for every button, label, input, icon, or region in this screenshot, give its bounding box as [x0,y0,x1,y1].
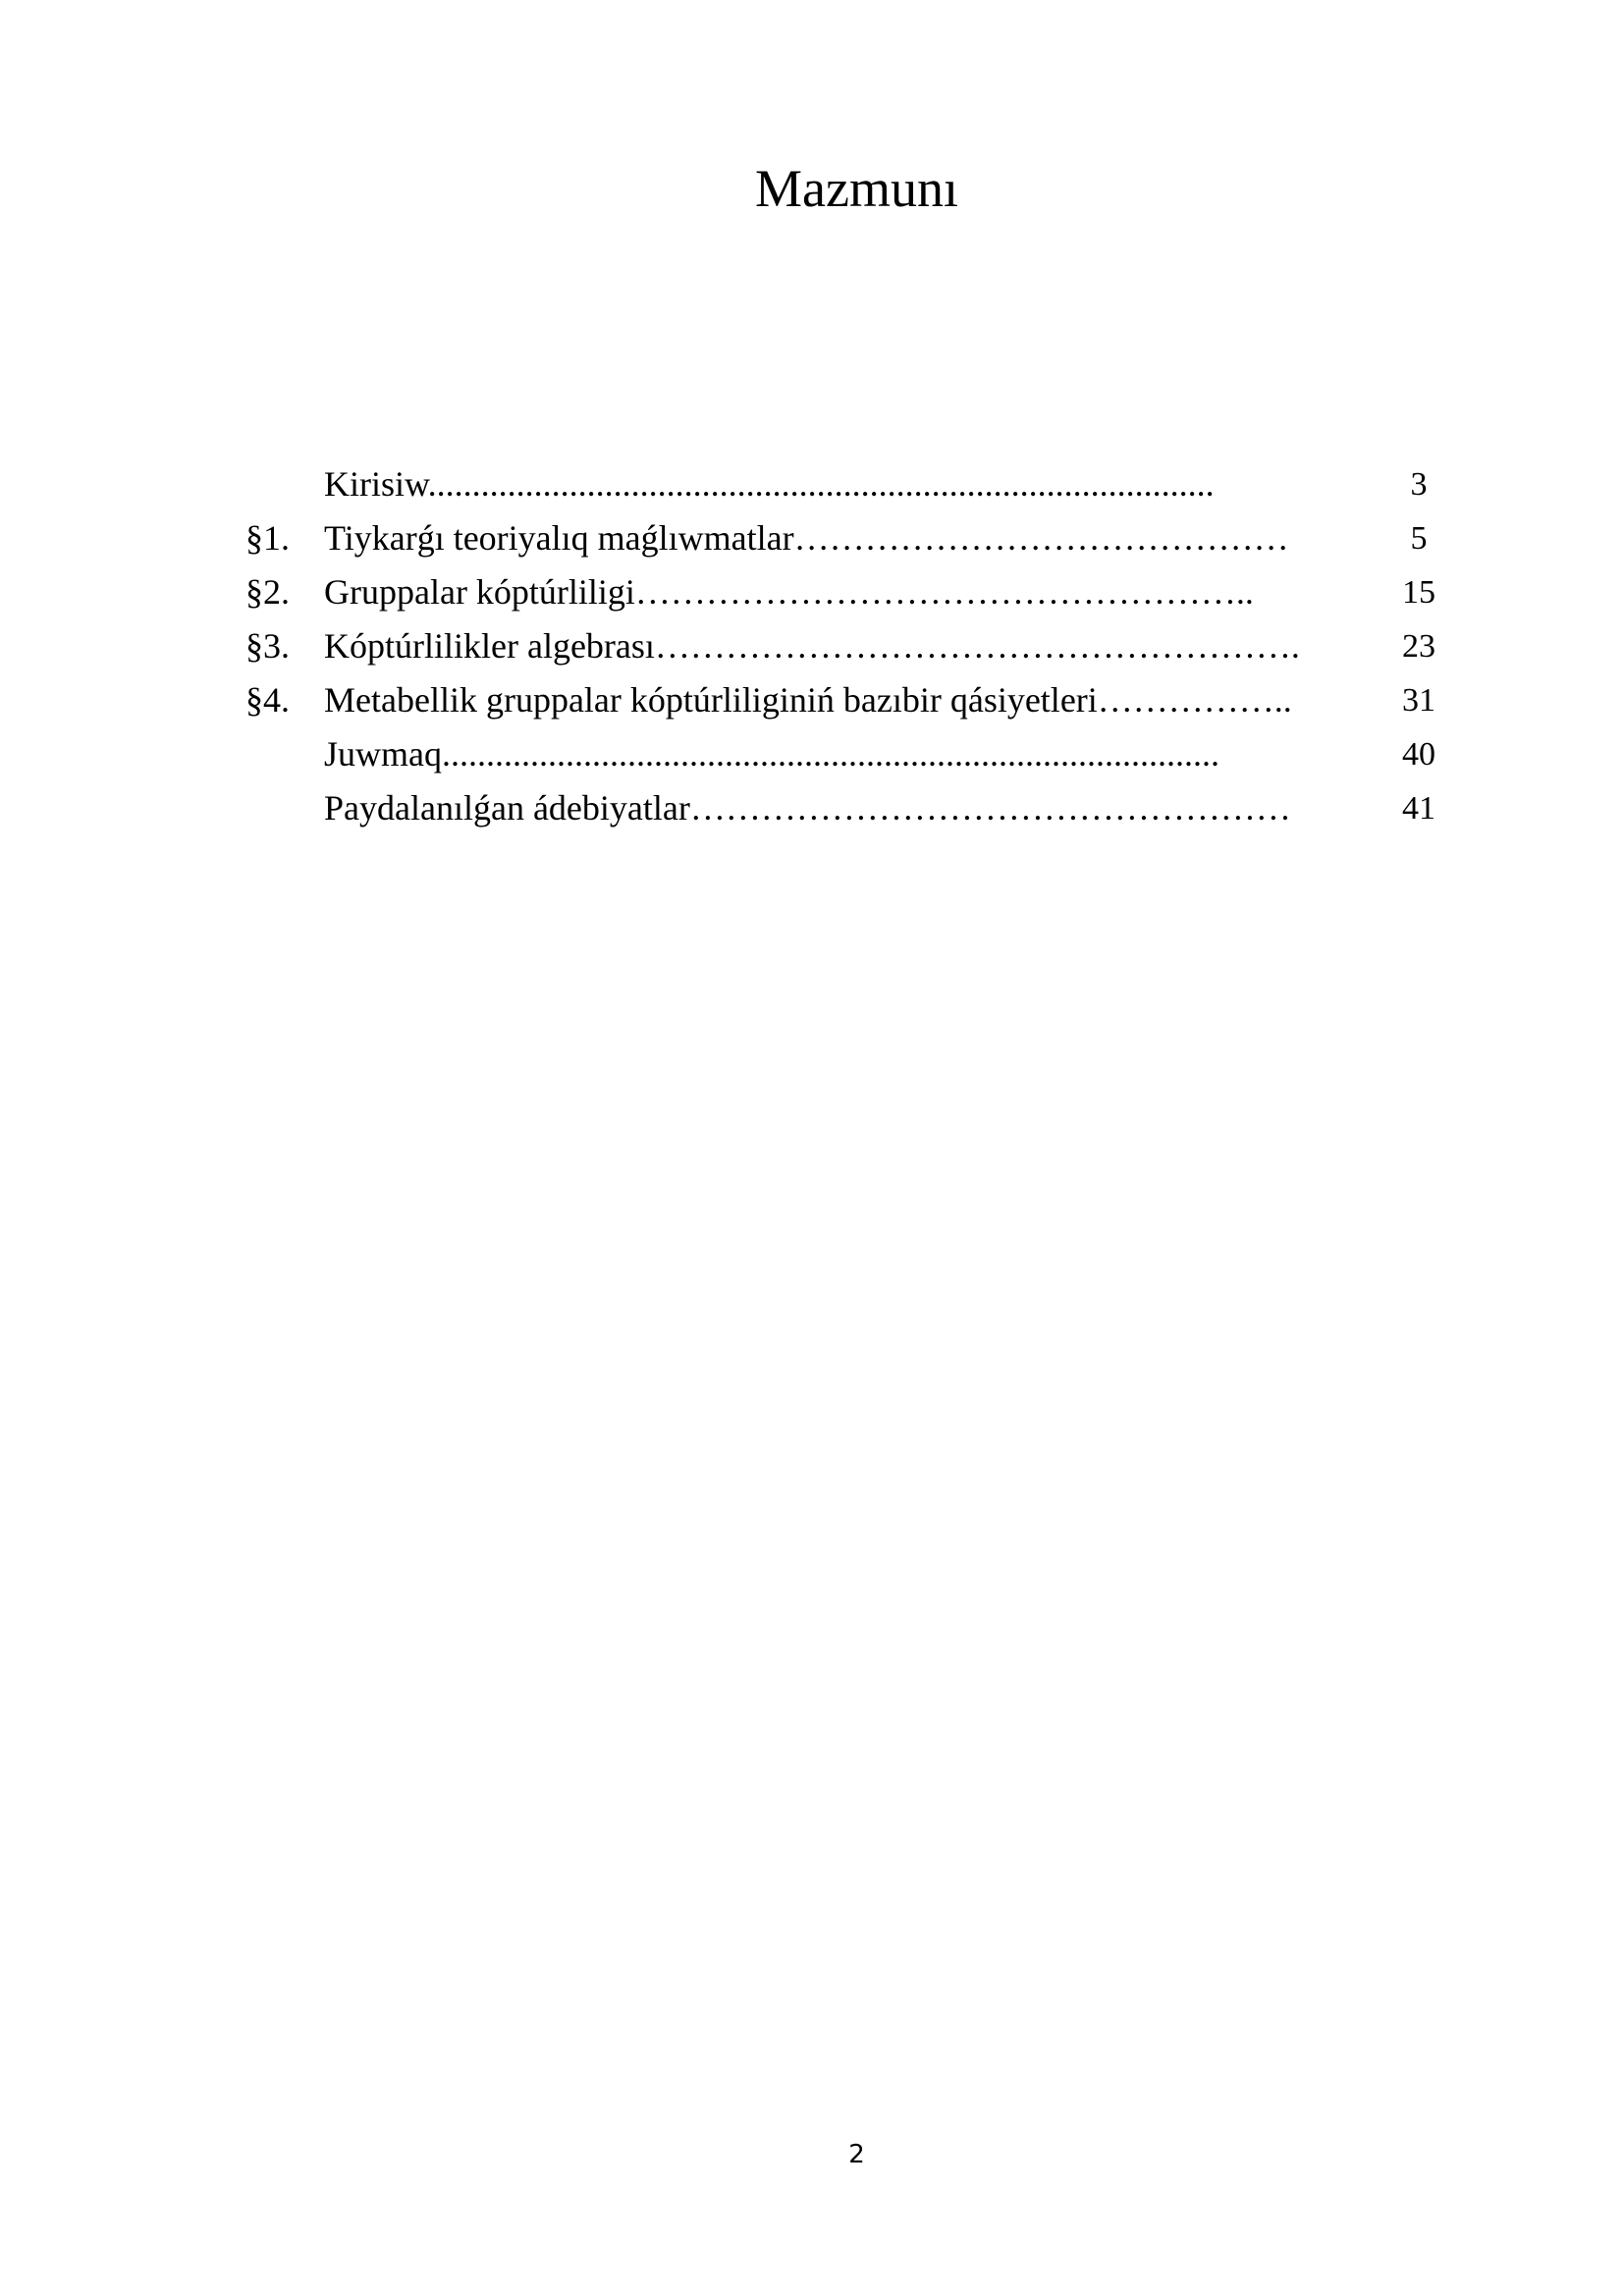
toc-entry-number: §2. [245,572,290,612]
toc-entry-label: Metabellik gruppalar kóptúrliliginiń bazıbir qásiyetleri…………….. [324,680,1292,720]
toc-entry-label: Kirisiw......................................................................................... [324,464,1215,504]
toc-entry-number: §3. [245,626,290,666]
toc-entry-page: 3 [1410,466,1428,503]
toc-entry-section-2 [245,565,1453,619]
toc-entry-section-3 [245,619,1453,673]
toc-entry-section-4 [245,673,1453,727]
toc-entry-label: Gruppalar kóptúrliligi…………………………………………….. [324,572,1254,612]
toc-entry-page: 41 [1402,790,1435,827]
toc-entry-number: §4. [245,680,290,720]
toc-entry-section-1 [245,511,1453,565]
toc-entry-introduction [245,457,1453,511]
toc-entry-number: §1. [245,518,290,558]
table-of-contents [245,457,1453,835]
toc-entry-page: 5 [1410,520,1428,557]
toc-entry-label: Tiykarǵı teoriyalıq maǵlıwmatlar…………………………………… [324,518,1289,558]
toc-entry-page: 15 [1402,574,1435,611]
toc-entry-label: Juwmaq........................................................................................ [324,734,1219,774]
page-title: Mazmunı [755,159,958,218]
toc-entry-references [245,781,1453,835]
toc-entry-label: Paydalanılǵan ádebiyatlar…………………………………………… [324,788,1291,828]
toc-entry-page: 31 [1402,682,1435,719]
toc-entry-page: 40 [1402,736,1435,773]
toc-entry-label: Kóptúrlilikler algebrası………………………………………………. [324,626,1300,666]
toc-entry-conclusion [245,727,1453,781]
toc-entry-page: 23 [1402,628,1435,665]
page-number: 2 [848,2140,865,2169]
